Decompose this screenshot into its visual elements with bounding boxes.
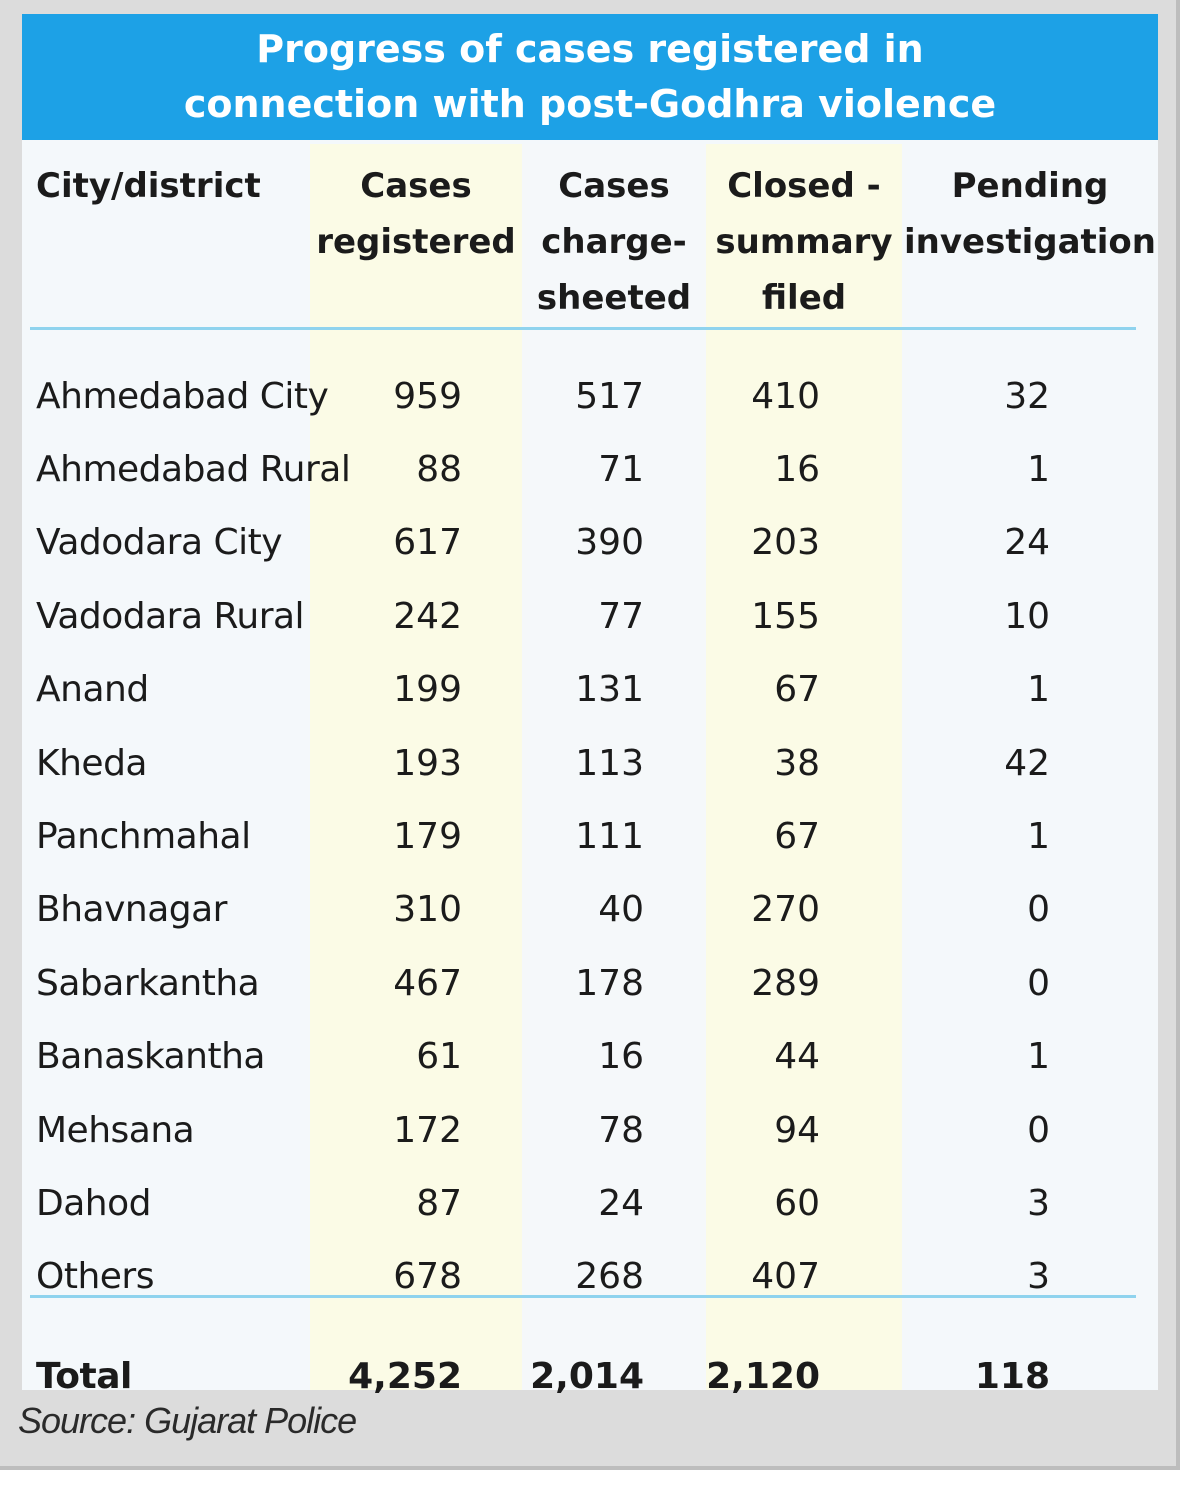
table-panel [22,14,1158,1398]
cell-closed: 270 [751,889,820,931]
cell-registered: 179 [393,816,462,858]
header-row [22,144,1158,340]
table-row [22,1241,1158,1314]
table-row [22,1167,1158,1240]
cell-city: Banaskantha [36,1036,265,1078]
cell-registered: 467 [393,962,462,1004]
cell-registered: 4,252 [348,1356,462,1398]
cell-pending: 3 [1027,1256,1050,1298]
cell-chargesheeted: 77 [598,595,644,637]
cell-closed: 289 [751,962,820,1004]
cell-chargesheeted: 113 [575,742,644,784]
cell-closed: 155 [751,595,820,637]
cell-chargesheeted: 131 [575,669,644,711]
cases-table [22,144,1158,1426]
table-row [22,1094,1158,1167]
cell-closed: 67 [774,816,820,858]
title-line-2: connection with post-Godhra violence [183,82,997,126]
table-row [22,1021,1158,1094]
cell-closed: 94 [774,1109,820,1151]
cell-closed: 16 [774,449,820,491]
cell-chargesheeted: 111 [575,816,644,858]
cell-registered: 242 [393,595,462,637]
header-pending-line-2: investigation [904,222,1156,262]
title-line-1: Progress of cases registered in [256,27,924,71]
cell-closed: 67 [774,669,820,711]
title-banner [22,14,1158,140]
cell-city: Ahmedabad City [36,375,329,417]
cell-registered: 199 [393,669,462,711]
cell-registered: 678 [393,1256,462,1298]
cell-pending: 1 [1027,449,1050,491]
cell-closed: 410 [751,375,820,417]
cell-pending: 42 [1004,742,1050,784]
cell-pending: 118 [974,1356,1050,1398]
cell-city: Kheda [36,742,147,784]
cell-closed: 38 [774,742,820,784]
table-row [22,340,1158,433]
table-row [22,874,1158,947]
cell-city: Anand [36,669,149,711]
table-row [22,654,1158,727]
cell-closed: 60 [774,1182,820,1224]
cell-closed: 203 [751,522,820,564]
cell-pending: 0 [1027,889,1050,931]
cell-registered: 172 [393,1109,462,1151]
table-row [22,800,1158,873]
header-closed-line-2: summary [715,222,893,262]
table-row [22,507,1158,580]
cell-chargesheeted: 40 [598,889,644,931]
cell-chargesheeted: 16 [598,1036,644,1078]
cell-closed: 2,120 [706,1356,820,1398]
header-registered-line-1: Cases [360,166,472,206]
cell-city: Panchmahal [36,816,251,858]
table-row [22,727,1158,800]
cell-registered: 310 [393,889,462,931]
cell-pending: 0 [1027,962,1050,1004]
header-chargesheeted [522,144,706,340]
cell-pending: 1 [1027,1036,1050,1078]
cell-registered: 61 [416,1036,462,1078]
header-city [22,144,310,340]
cell-city: Total [36,1356,132,1398]
cell-registered: 617 [393,522,462,564]
header-chargesheeted-line-2: charge- [541,222,687,262]
header-registered-line-2: registered [316,222,516,262]
cell-city: Ahmedabad Rural [36,449,351,491]
header-pending-line-1: Pending [951,166,1109,206]
cell-chargesheeted: 2,014 [530,1356,644,1398]
cell-city: Bhavnagar [36,889,227,931]
cell-chargesheeted: 517 [575,375,644,417]
table-row [22,433,1158,506]
cell-pending: 1 [1027,816,1050,858]
cell-registered: 193 [393,742,462,784]
table-row [22,580,1158,653]
cell-chargesheeted: 71 [598,449,644,491]
cell-pending: 32 [1004,375,1050,417]
header-chargesheeted-line-3: sheeted [536,278,692,318]
cell-pending: 10 [1004,595,1050,637]
header-city-label: City/district [36,166,261,206]
source-note: Source: Gujarat Police [18,1400,357,1441]
cell-city: Dahod [36,1182,151,1224]
cell-pending: 3 [1027,1182,1050,1224]
cell-chargesheeted: 78 [598,1109,644,1151]
header-closed [706,144,902,340]
cell-city: Sabarkantha [36,962,260,1004]
cell-city: Mehsana [36,1109,195,1151]
cell-city: Vadodara City [36,522,283,564]
cell-registered: 87 [416,1182,462,1224]
cell-closed: 44 [774,1036,820,1078]
cell-pending: 24 [1004,522,1050,564]
cell-pending: 0 [1027,1109,1050,1151]
header-closed-line-3: filed [761,278,847,318]
cell-city: Others [36,1256,154,1298]
cell-closed: 407 [751,1256,820,1298]
header-registered [310,144,522,340]
cell-pending: 1 [1027,669,1050,711]
cell-chargesheeted: 24 [598,1182,644,1224]
cell-registered: 959 [393,375,462,417]
cell-registered: 88 [416,449,462,491]
cell-chargesheeted: 178 [575,962,644,1004]
cell-city: Vadodara Rural [36,595,305,637]
header-chargesheeted-line-1: Cases [558,166,670,206]
table-body [22,340,1158,1426]
table-row [22,947,1158,1020]
header-pending [902,144,1158,340]
cell-chargesheeted: 390 [575,522,644,564]
cell-chargesheeted: 268 [575,1256,644,1298]
header-closed-line-1: Closed - [727,166,881,206]
